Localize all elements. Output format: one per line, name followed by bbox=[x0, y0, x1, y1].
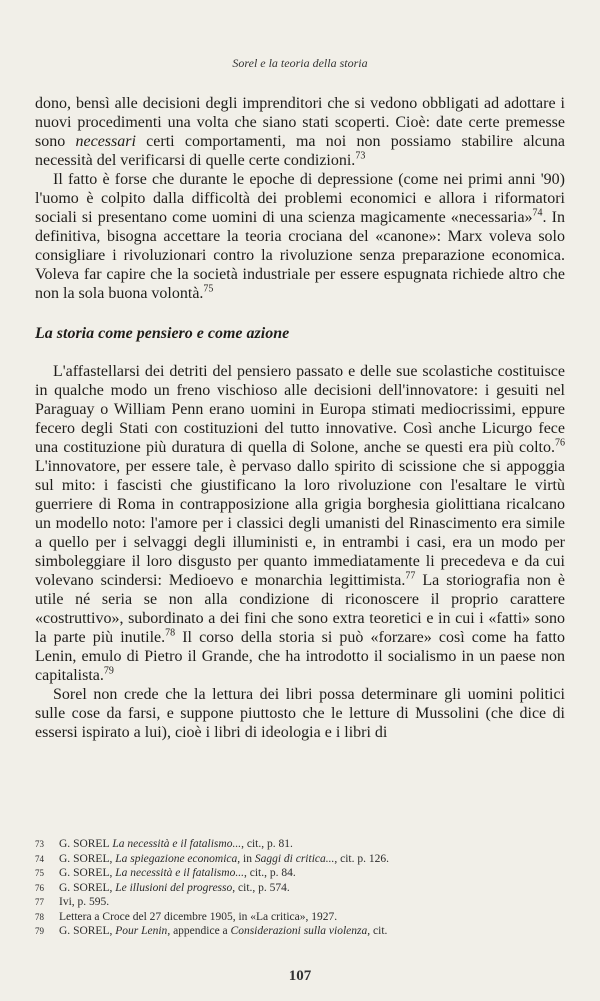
italic-text: Pour Lenin bbox=[115, 925, 168, 937]
text-run: G. bbox=[59, 881, 74, 894]
text-run: , cit. p. 126. bbox=[334, 852, 389, 865]
italic-text: La spiegazione economica bbox=[115, 852, 238, 865]
footnote bbox=[35, 895, 565, 910]
footnote-ref: 76 bbox=[555, 437, 565, 449]
footnote-ref: 79 bbox=[103, 665, 114, 677]
footnote bbox=[35, 881, 565, 896]
footnote-text bbox=[59, 881, 565, 896]
footnote-text bbox=[59, 866, 565, 881]
text-run: L'affastellarsi dei detriti del pensiero passato e delle sue scolastiche costituisce in qualche modo un freno vischioso alle decisioni dell'innovatore: i gesuiti nel Paraguay o William Penn erano uomini in Europa stimati mediocrissimi, eppure fecero degli Stati con costituzioni del tutto innovative. Così anche Licurgo fece una costituzione più duratura di quella di Solone, anche se questi era più colto. bbox=[35, 363, 565, 456]
body-text-bottom bbox=[35, 362, 565, 742]
italic-text: La necessità e il fatalismo... bbox=[115, 867, 244, 879]
text-run: certi comportamenti, ma noi non possiamo stabilire alcuna necessità del verificarsi di quelle certe condizioni. bbox=[35, 133, 565, 169]
footnote-number: 78 bbox=[35, 911, 44, 922]
italic-text: Saggi di critica... bbox=[254, 852, 335, 865]
italic-text: Le illusioni del progresso bbox=[115, 881, 233, 894]
running-head: Sorel e la teoria della storia bbox=[232, 56, 368, 70]
section-heading: La storia come pensiero e come azione bbox=[35, 325, 290, 342]
paragraph bbox=[35, 170, 565, 303]
text-run: , appendice a bbox=[167, 925, 231, 937]
text-run: La storiografia non è utile né seria se non alla condizione di riconoscere il proprio carattere «costruttivo», subordinato a dei fini che sono extra teoretici e in cui i «fatti» sono la parte più inutile. bbox=[35, 572, 565, 646]
text-run: Il fatto è forse che durante le epoche di depressione (come nei primi anni '90) l'uomo è colpito dalla difficoltà dei problemi economici e allora i riformatori sociali si presentano come uomini di una scienza magicamente «necessaria» bbox=[35, 171, 565, 226]
footnote bbox=[35, 837, 565, 852]
text-run: G. bbox=[59, 867, 74, 879]
text-run: G. bbox=[59, 852, 74, 865]
footnote-number: 75 bbox=[35, 868, 44, 878]
paragraph bbox=[35, 94, 565, 170]
text-run: Ivi, p. 595. bbox=[59, 896, 110, 908]
text-run: Il corso della storia si può «forzare» così come ha fatto Lenin, emulo di Pietro il Grande, che ha introdotto il socialismo in un paese non capitalista. bbox=[35, 629, 565, 684]
text-run: L'innovatore, per essere tale, è pervaso dallo spirito di scissione che si appoggia sul mito: i fascisti che giustificano la loro rivoluzione con l'esaltare le virtù guerriere di Roma in contrapposizione alla grigia borghesia giolittiana ricalcano un modello noto: l'amore per i classici degli umanisti del Rinascimento era simile a quello per i selvaggi degli illuministi e, in entrambi i casi, era un modo per simboleggiare il loro disgusto per quanto immediatamente li precedeva e da cui volevano scindersi: Medioevo e monarchia legittimista. bbox=[35, 458, 565, 589]
text-run: , bbox=[109, 852, 116, 865]
author-name: SOREL bbox=[73, 867, 110, 879]
author-name: SOREL bbox=[73, 852, 110, 865]
text-run: Sorel non crede che la lettura dei libri possa determinare gli uomini politici sulle cose da farsi, e suppone piuttosto che le letture di Mussolini (che dice di essersi ispirato a lui), cioè i libri di ideologia e i libri di bbox=[35, 686, 565, 741]
author-name: SOREL bbox=[73, 838, 110, 850]
footnote bbox=[35, 910, 565, 925]
footnote bbox=[35, 852, 565, 867]
footnote-text bbox=[59, 924, 565, 939]
footnote-text bbox=[59, 852, 565, 867]
author-name: SOREL bbox=[73, 881, 110, 894]
footnote bbox=[35, 866, 565, 881]
footnote-ref: 78 bbox=[165, 627, 176, 639]
footnote-number: 73 bbox=[35, 839, 44, 849]
page-number: 107 bbox=[288, 968, 312, 984]
text-run: G. bbox=[59, 925, 74, 937]
paragraph bbox=[35, 685, 565, 742]
footnote-number: 77 bbox=[35, 897, 44, 907]
text-run: , cit., p. 84. bbox=[243, 867, 296, 879]
footnote-number: 74 bbox=[35, 853, 44, 864]
footnote-text bbox=[59, 837, 565, 852]
italic-text: La necessità e il fatalismo... bbox=[112, 838, 242, 850]
text-run: , cit. bbox=[367, 925, 388, 937]
paragraph bbox=[35, 362, 565, 685]
text-run: , bbox=[109, 881, 116, 894]
footnote-ref: 75 bbox=[203, 283, 214, 295]
footnote bbox=[35, 924, 565, 939]
text-run: , bbox=[109, 867, 116, 879]
footnote-number: 76 bbox=[35, 882, 44, 893]
text-run: , in bbox=[237, 852, 255, 865]
footnote-text bbox=[59, 895, 565, 910]
text-run: , cit., p. 574. bbox=[232, 881, 290, 894]
text-run: dono, bensì alle decisioni degli imprenditori che si vedono obbligati ad adottare i nuovi procedimenti una volta che siano stati scoperti. Cioè: date certe premesse sono bbox=[35, 95, 565, 150]
italic-text: necessari bbox=[75, 133, 136, 150]
text-run: , bbox=[109, 925, 116, 937]
body-text-top bbox=[35, 94, 565, 303]
footnote-text bbox=[59, 910, 565, 925]
footnote-ref: 74 bbox=[532, 207, 543, 219]
text-run: . In definitiva, bisogna accettare la teoria crociana del «canone»: Marx voleva solo consigliare i rivoluzionari contro la rivoluzione senza preparazione economica. Voleva far capire che la società industriale per essere espugnata richiede altro che non la sola buona volontà. bbox=[35, 209, 566, 302]
text-run: G. bbox=[59, 838, 74, 850]
text-run: Lettera a Croce del 27 dicembre 1905, in «La critica», 1927. bbox=[59, 910, 338, 923]
footnotes bbox=[35, 837, 565, 939]
footnote-number: 79 bbox=[35, 926, 44, 936]
author-name: SOREL bbox=[73, 925, 110, 937]
text-run: , cit., p. 81. bbox=[241, 838, 293, 850]
italic-text: Considerazioni sulla violenza bbox=[230, 925, 368, 937]
footnote-ref: 73 bbox=[355, 150, 366, 162]
footnote-ref: 77 bbox=[405, 570, 416, 582]
